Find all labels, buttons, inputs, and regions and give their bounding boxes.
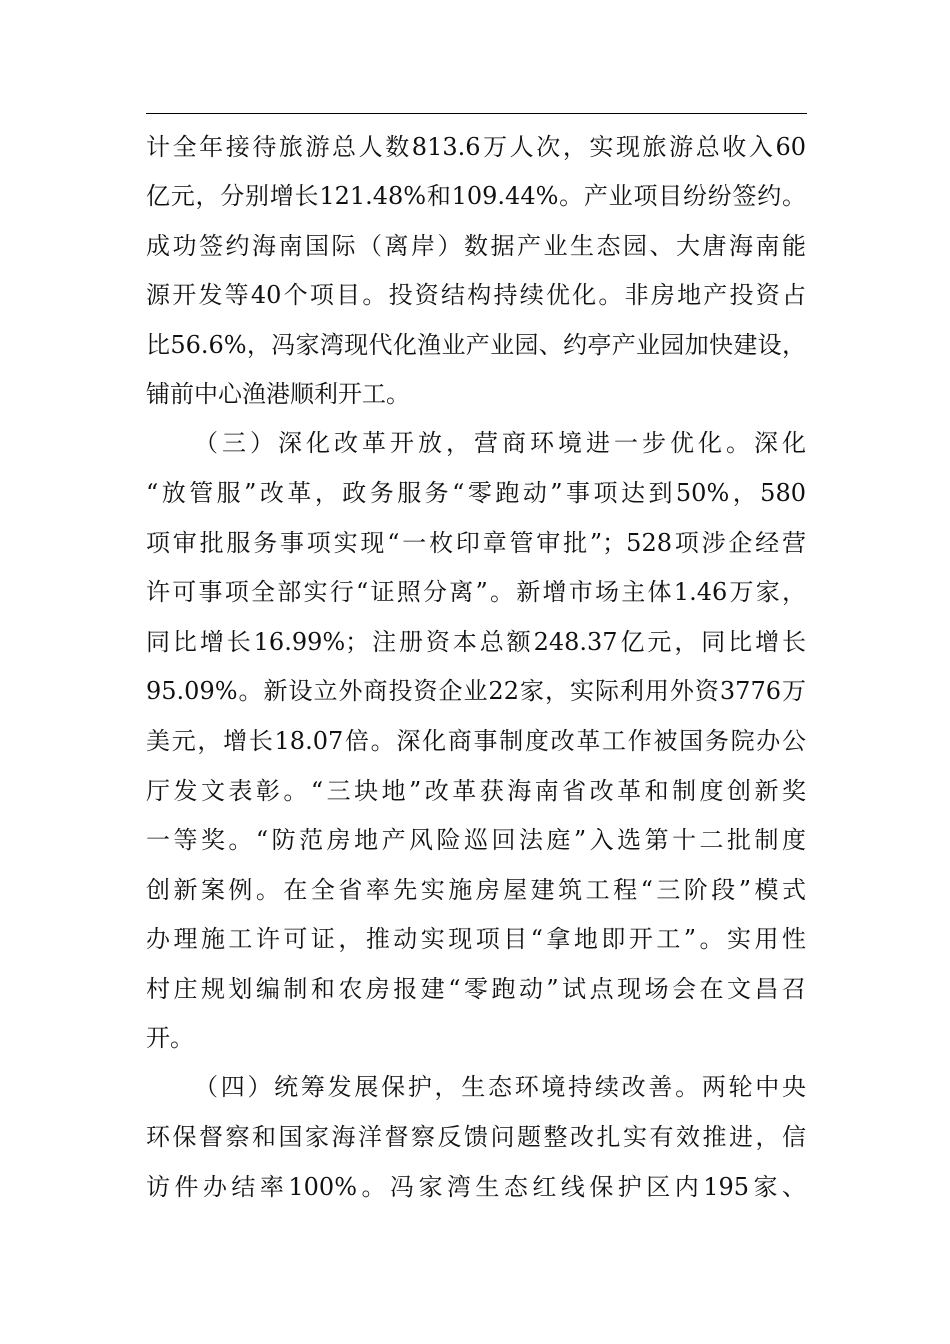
- text-line: 比56.6%，冯家湾现代化渔业产业园、约亭产业园加快建设，: [146, 331, 806, 359]
- text-line: “放管服”改革，政务服务“零跑动”事项达到50%，580: [146, 479, 806, 507]
- section-heading-line: （三）深化改革开放，营商环境进一步优化。深化: [194, 429, 806, 457]
- text-line: 一等奖。“防范房地产风险巡回法庭”入选第十二批制度: [146, 826, 806, 854]
- text-line: 源开发等40个项目。投资结构持续优化。非房地产投资占: [146, 281, 806, 309]
- text-line: 访件办结率100%。冯家湾生态红线保护区内195家、: [146, 1173, 806, 1201]
- text-line: 亿元，分别增长121.48%和109.44%。产业项目纷纷签约。: [146, 182, 806, 210]
- text-line: 计全年接待旅游总人数813.6万人次，实现旅游总收入60: [146, 133, 806, 161]
- text-line: 美元，增长18.07倍。深化商事制度改革工作被国务院办公: [146, 727, 806, 755]
- text-line: 成功签约海南国际（离岸）数据产业生态园、大唐海南能: [146, 232, 806, 260]
- section-heading-line: （四）统筹发展保护，生态环境持续改善。两轮中央: [194, 1073, 806, 1101]
- text-line: 铺前中心渔港顺利开工。: [146, 380, 410, 408]
- text-line: 环保督察和国家海洋督察反馈问题整改扎实有效推进，信: [146, 1123, 806, 1151]
- text-line: 创新案例。在全省率先实施房屋建筑工程“三阶段”模式: [146, 876, 806, 904]
- text-line: 项审批服务事项实现“一枚印章管审批”；528项涉企经营: [146, 529, 806, 557]
- text-line: 办理施工许可证，推动实现项目“拿地即开工”。实用性: [146, 925, 806, 953]
- text-line: 厅发文表彰。“三块地”改革获海南省改革和制度创新奖: [146, 777, 806, 805]
- text-line: 许可事项全部实行“证照分离”。新增市场主体1.46万家，: [146, 578, 806, 606]
- text-line: 村庄规划编制和农房报建“零跑动”试点现场会在文昌召: [146, 975, 806, 1003]
- text-line: 同比增长16.99%；注册资本总额248.37亿元，同比增长: [146, 628, 806, 656]
- header-rule: [146, 113, 807, 114]
- text-line: 95.09%。新设立外商投资企业22家，实际利用外资3776万: [146, 677, 806, 705]
- text-line: 开。: [146, 1024, 194, 1052]
